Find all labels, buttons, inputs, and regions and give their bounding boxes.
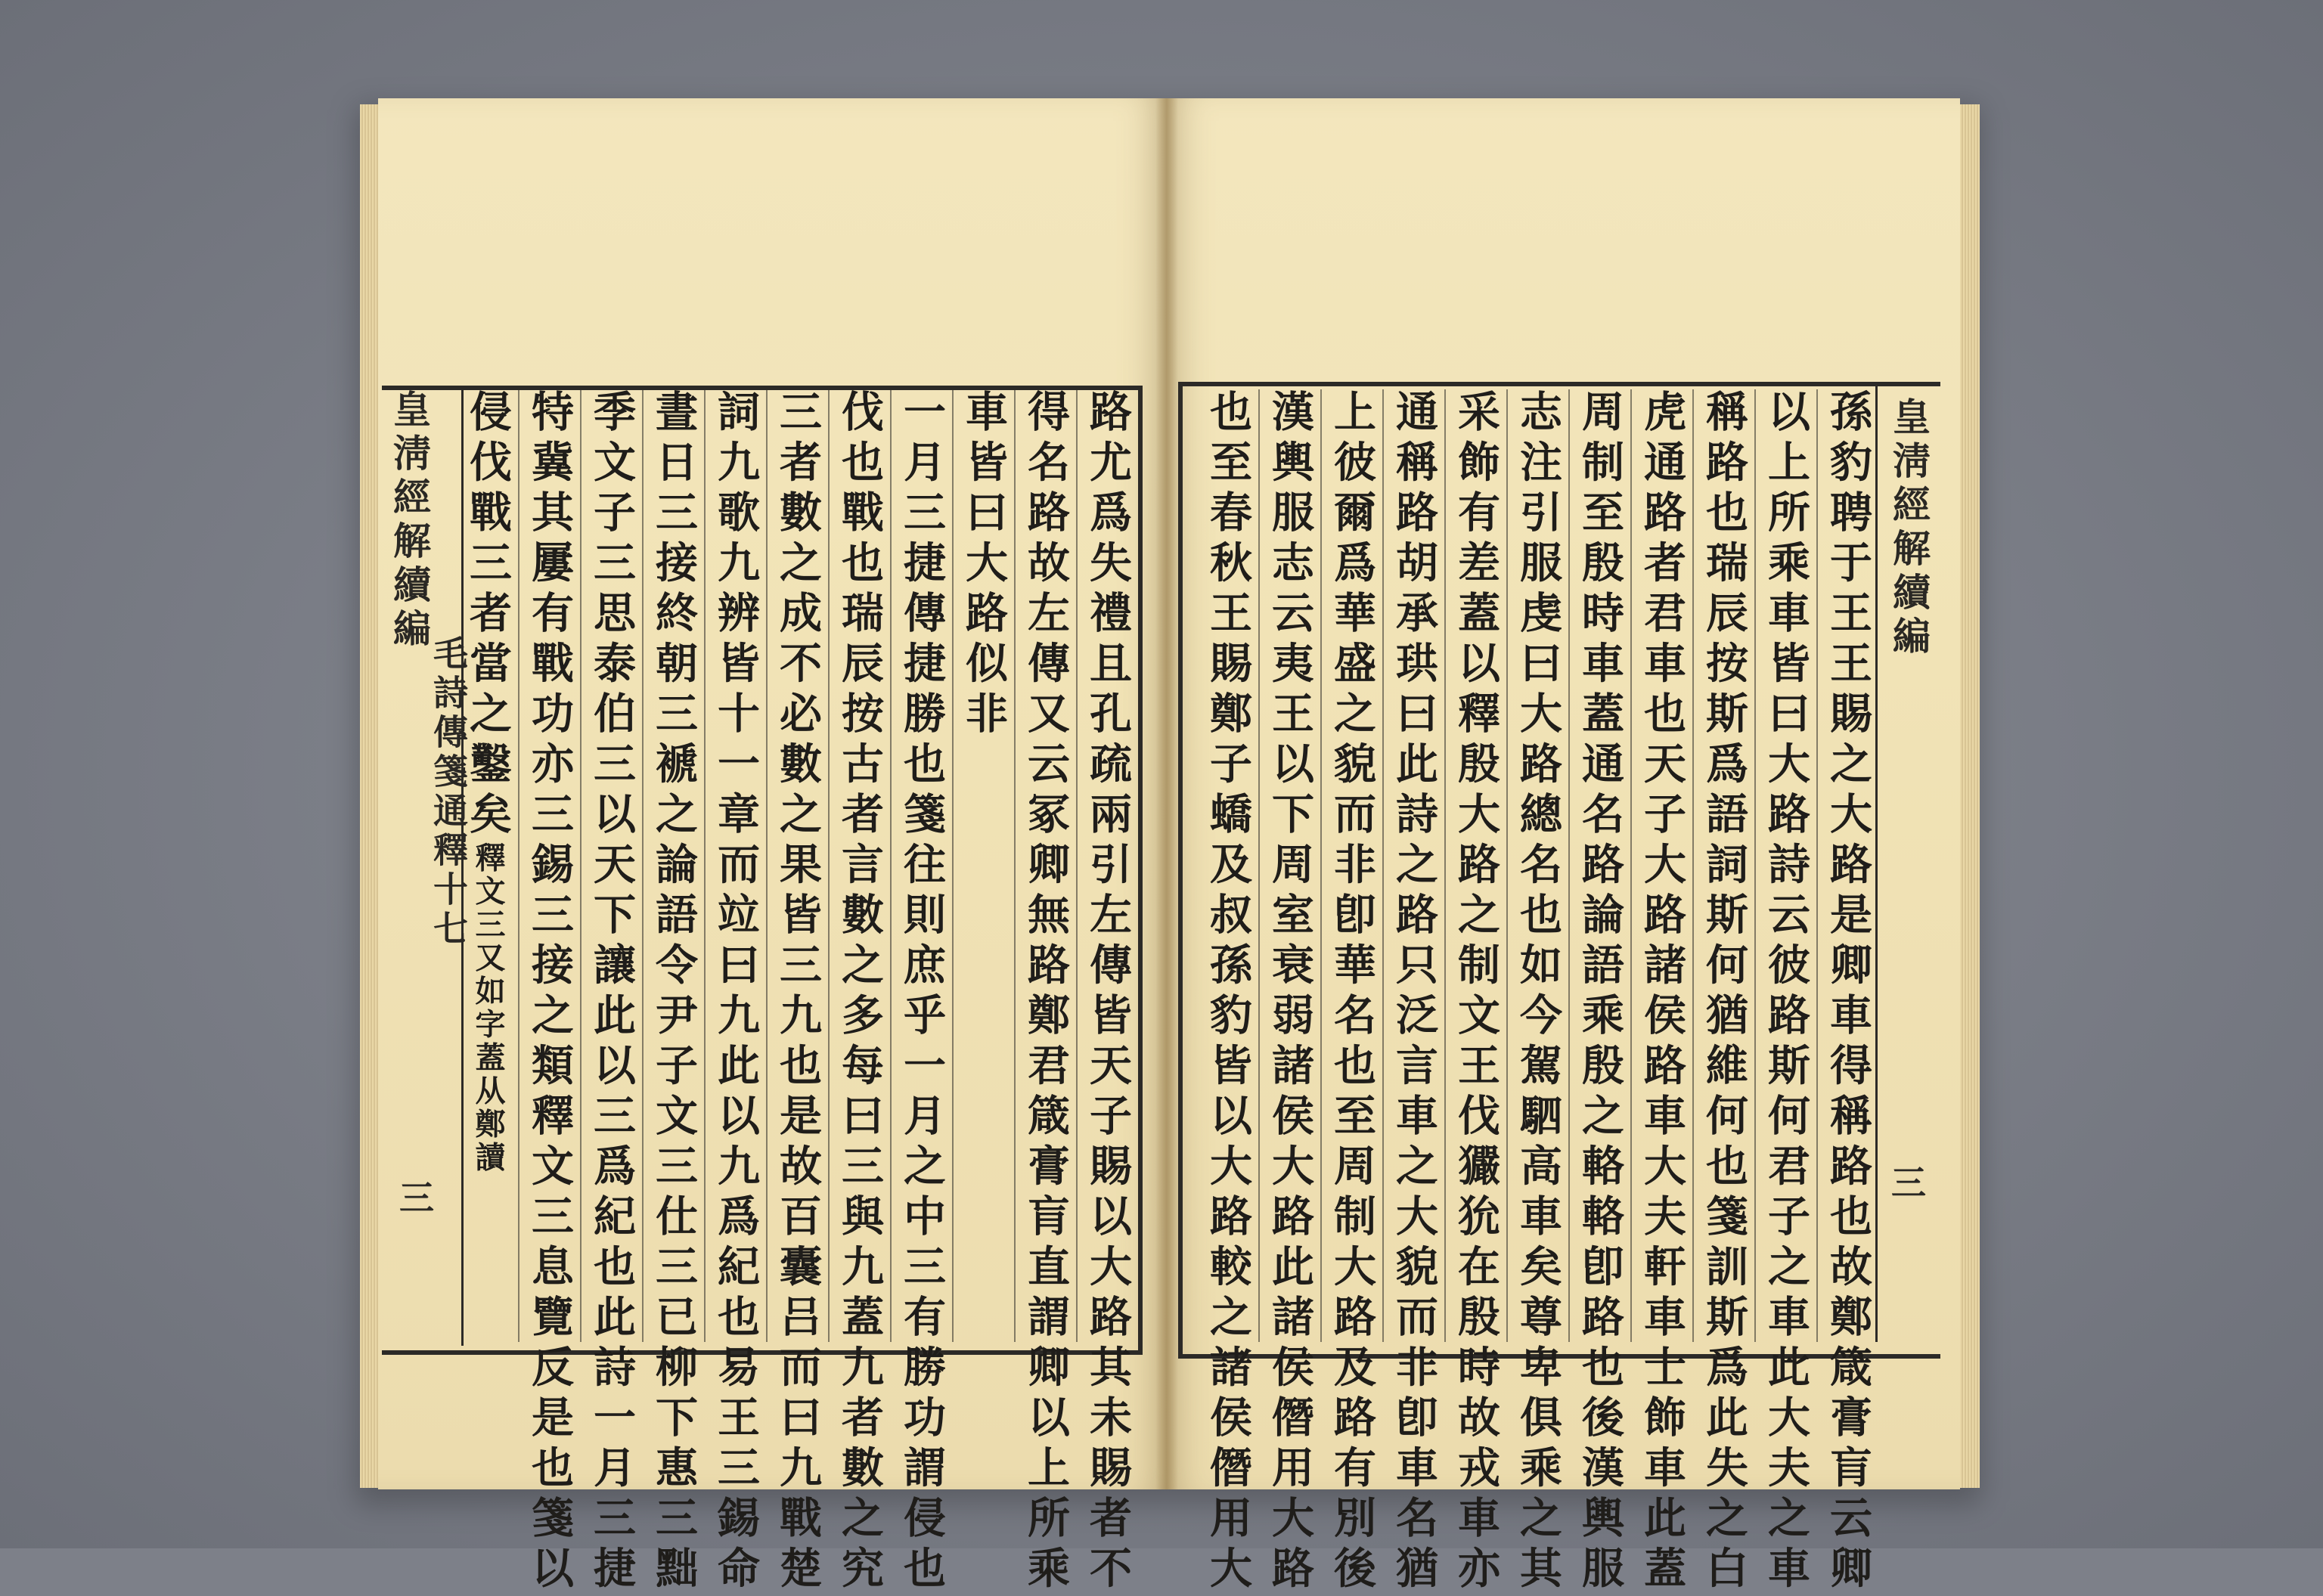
- column-note: 釋文三又如字蓋从鄭讀: [470, 841, 506, 1175]
- page-edges-right: [1960, 104, 1980, 1488]
- left-folio: 三: [394, 1179, 435, 1214]
- text-column: 漢輿服志云夷王以下周室衰弱諸侯大路此諸侯僭用大路: [1258, 389, 1320, 1342]
- text-column: 車皆曰大路似非: [952, 389, 1014, 1342]
- left-margin-title: 皇淸經解續編: [387, 389, 432, 652]
- text-column: 得名路故左傳又云冢卿無路鄭君箴膏肓直謂卿以上所乘: [1014, 389, 1076, 1342]
- text-column: 以上所乘車皆曰大路詩云彼路斯何君子之車此大夫之車: [1754, 389, 1816, 1342]
- text-column: 周制至殷時車蓋通名路論語乘殷之輅輅卽路也後漢輿服: [1568, 389, 1630, 1342]
- text-column: 志注引服虔曰大路總名也如今駕駟高車矣尊卑俱乘之其: [1506, 389, 1568, 1342]
- right-text-columns: [1183, 389, 1878, 1596]
- column-main-text: 侵伐戰三者當之鑿矣: [463, 389, 513, 842]
- text-column: 稱路也瑞辰按斯爲語詞斯何猶維何也箋訓斯爲此失之白: [1692, 389, 1754, 1342]
- right-margin-title: 皇淸經解續編: [1887, 397, 1931, 660]
- text-column: 也至春秋王賜鄭子蟜及叔孫豹皆以大路較之諸侯僭用大: [1203, 389, 1253, 1596]
- book-spine: [1155, 98, 1178, 1489]
- text-column: 虎通路者君車也天子大路諸侯路車大夫軒車士飾車此蓋: [1630, 389, 1692, 1342]
- left-section-title: 毛詩傳箋通釋十七: [428, 635, 469, 950]
- right-folio: 三: [1886, 1164, 1927, 1199]
- text-column: 孫豹聘于王王賜之大路是卿車得稱路也故鄭箴膏肓云卿: [1816, 389, 1878, 1342]
- text-column: 三者數之成不必數之果皆三九也是故百囊吕而曰九戰楚: [766, 389, 828, 1342]
- text-column: 采飾有差蓋以釋殷大路之制文王伐玁狁在殷時故戎車亦: [1444, 389, 1506, 1342]
- text-column: 上彼爾爲華盛之貌而非卽華名也至周制大路及路有別後: [1320, 389, 1382, 1342]
- text-column: 路尤爲失禮且孔疏兩引左傳皆天子賜以大路其未賜者不: [1076, 389, 1138, 1342]
- text-column: 詞九歌九辨皆十一章而竝曰九此以九爲紀也易王三錫命: [704, 389, 766, 1342]
- text-column: 季文子三思泰伯三以天下讓此以三爲紀也此詩一月三捷: [580, 389, 642, 1342]
- text-column: 晝日三接終朝三褫之論語令尹子文三仕三已柳下惠三黜: [642, 389, 704, 1342]
- text-column: 特冀其屢有戰功亦三錫三接之類釋文三息覽反是也箋以: [518, 389, 580, 1342]
- page-edges-left: [360, 104, 380, 1488]
- text-column: 通稱路胡承珙曰此詩之路只泛言車之大貌而非卽車名猶: [1382, 389, 1444, 1342]
- text-column: 伐也戰也瑞辰按古者言數之多每曰三與九蓋九者數之究: [828, 389, 890, 1342]
- left-text-columns: [463, 389, 1138, 1596]
- text-column: 一月三捷傳捷勝也箋往則庶乎一月之中三有勝功謂侵也: [890, 389, 952, 1342]
